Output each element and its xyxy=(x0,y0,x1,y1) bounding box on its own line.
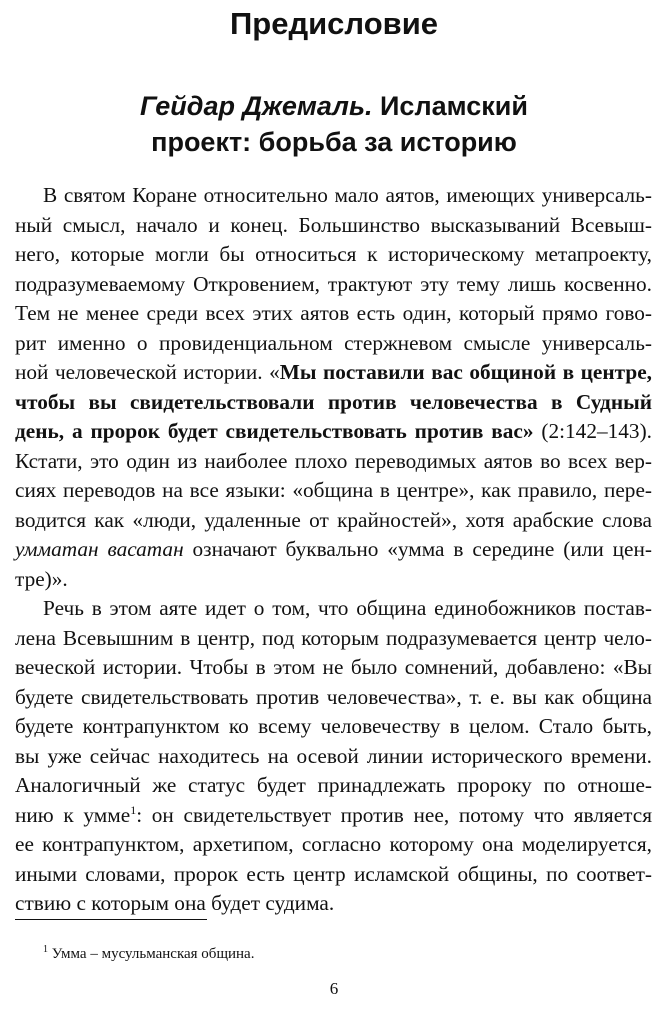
footnote-divider xyxy=(15,919,207,920)
text-line: рит именно о провиденциальном стержневом смысле универсаль- xyxy=(15,330,652,355)
text-line: лена Всевышним в центр, под которым подразумевается центр чело- xyxy=(15,625,652,650)
text-line xyxy=(15,535,652,565)
text-line: Аналогичный же статус будет принадлежать пророку по отноше- xyxy=(15,773,652,797)
paragraph-1 xyxy=(15,181,652,594)
footnote-text: Умма – мусульманская община. xyxy=(48,946,255,962)
text-line: веческой истории. Чтобы в этом не было сомнений, добавлено: «Вы xyxy=(15,655,652,679)
text-line: Речь в этом аяте идет о том, что община единобожников постав- xyxy=(43,596,652,620)
quran-quote: Мы поставили вас общиной в центре, xyxy=(279,360,652,384)
arabic-term: умматан васатан xyxy=(15,537,184,561)
text-line: Тем не менее среди всех этих аятов есть один, который прямо гово- xyxy=(15,301,652,325)
chapter-heading-line-2: проект: борьба за историю xyxy=(151,127,517,157)
text-run: ной человеческой истории. « xyxy=(15,360,280,384)
verse-reference: (2:142–143). xyxy=(533,419,652,443)
chapter-title-part: Исламский xyxy=(372,91,528,121)
text-line xyxy=(15,801,652,831)
text-line: ствию с которым она будет судима. xyxy=(15,891,335,915)
text-run: означают буквально «умма в середине (или цен- xyxy=(183,537,652,561)
chapter-author: Гейдар Джемаль. xyxy=(140,91,373,121)
text-line xyxy=(15,358,652,388)
text-line: водится как «люди, удаленные от крайностей», хотя арабские слова xyxy=(15,507,652,532)
text-line: ный смысл, начало и конец. Большинство высказываний Всевыш- xyxy=(15,212,652,237)
page-number: 6 xyxy=(329,979,339,998)
text-line: В святом Коране относительно мало аятов, имеющих универсаль- xyxy=(43,183,652,207)
text-line: подразумеваемому Откровением, трактуют эту тему лишь косвенно. xyxy=(15,271,652,296)
text-line: Кстати, это один из наиболее плохо переводимых аятов во всех вер- xyxy=(15,448,652,473)
page-title: Предисловие xyxy=(229,6,438,41)
footnote-ref[interactable]: 1 xyxy=(130,802,137,817)
text-line: сиях переводов на все языки: «община в центре», как правило, пере- xyxy=(15,478,652,502)
text-line xyxy=(15,388,652,418)
text-line: тре)». xyxy=(15,566,68,591)
text-line: вы уже сейчас находитесь на осевой линии исторического времени. xyxy=(15,743,652,768)
quran-quote: чтобы вы свидетельствовали против человечества в Судный xyxy=(15,389,652,414)
text-line: него, которые могли бы относиться к историческому метапроекту, xyxy=(15,242,652,266)
paragraph-2 xyxy=(15,594,652,919)
text-line: иными словами, пророк есть центр исламской общины, по соответ- xyxy=(15,861,652,886)
text-line: будете свидетельствовать против человечества», т. е. вы как община xyxy=(15,684,652,709)
text-run: нию к умме xyxy=(15,802,131,827)
footnote xyxy=(43,944,254,964)
chapter-heading-line-1 xyxy=(0,88,668,124)
quran-quote: день, а пророк будет свидетельствовать против вас» xyxy=(15,419,534,443)
text-line xyxy=(15,417,652,447)
text-line: ее контрапунктом, архетипом, согласно которому она моделируется, xyxy=(15,832,652,856)
text-line: будете контрапунктом ко всему человечеству в целом. Стало быть, xyxy=(15,714,652,738)
chapter-heading xyxy=(0,88,668,160)
text-run: : он свидетельствует против нее, потому что является xyxy=(136,802,652,827)
body-text xyxy=(15,181,652,919)
footnote-marker: 1 xyxy=(43,944,48,955)
